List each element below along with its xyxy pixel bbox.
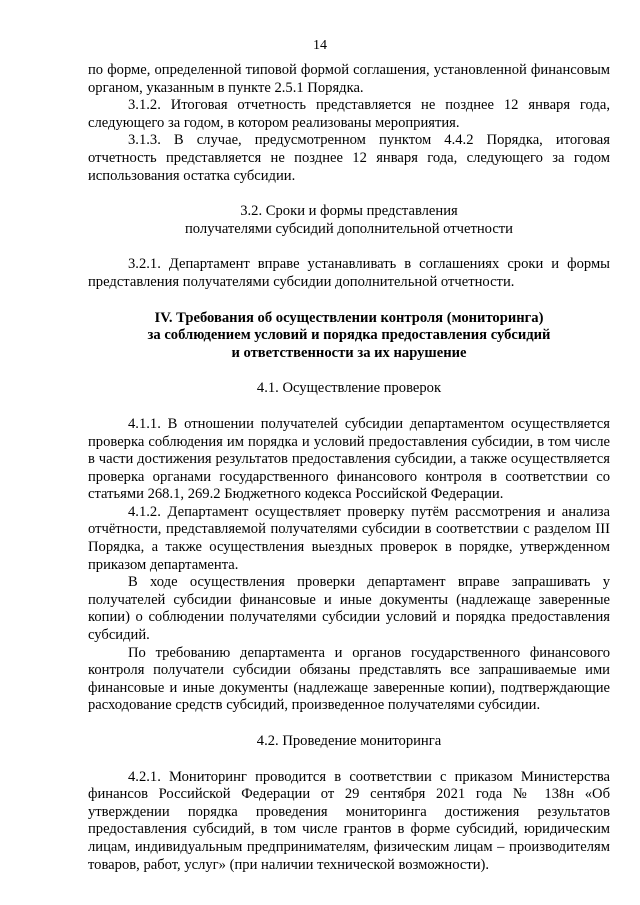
paragraph-4-1-2: 4.1.2. Департамент осуществляет проверку путём рассмотрения и анализа отчётности, представляемой получателями субсидии в соответствии с разделом III Порядка, а также осуществления выездных проверок в порядке, утвержденном приказом департамента. [88,503,610,573]
paragraph-4-1-1: 4.1.1. В отношении получателей субсидии департаментом осуществляется проверка соблюдения им порядка и условий предоставления субсидии, в том числе в части достижения результатов предоставления субсидии, а также осуществляется проверка органами государственного финансового контроля в соответствии со статьями 268.1, 269.2 Бюджетного кодекса Российской Федерации. [88,415,610,503]
paragraph-inspection-requests: В ходе осуществления проверки департамент вправе запрашивать у получателей субсидии финансовые и иные документы (надлежаще заверенные копии) о соблюдении получателями субсидии условий и порядка предоставления субсидий. [88,574,610,644]
paragraph-4-2-1: 4.2.1. Мониторинг проводится в соответствии с приказом Министерства финансов Российской Федерации от 29 сентября 2021 года № 138н «Об утверждении порядка проведения мониторинга достижения результатов предоставления субсидий, в том числе грантов в форме субсидий, юридическим лицам, индивидуальным предпринимателям, физическим лицам – производителям товаров, работ, услуг» (при наличии технической возможности). [88,768,610,873]
paragraph-3-1-2: 3.1.2. Итоговая отчетность представляется не позднее 12 января года, следующего за годом, в котором реализованы мероприятия. [88,97,610,131]
section-iv-title-line3: и ответственности за их нарушение [231,344,467,361]
section-iv-title-line1: IV. Требования об осуществлении контроля (мониторинга) [154,309,544,326]
heading-3-2-line2: получателями субсидий дополнительной отчетности [185,220,513,237]
paragraph-3-2-1: 3.2.1. Департамент вправе устанавливать в соглашениях сроки и формы представления получателями субсидии дополнительной отчетности. [88,256,610,290]
paragraph-document-obligation: По требованию департамента и органов государственного финансового контроля получатели субсидии обязаны представлять все запрашиваемые ими финансовые и иные документы (надлежаще заверенные копии), подтверждающие расходование средств субсидий, произведенное получателями субсидии. [88,644,610,714]
heading-4-2: 4.2. Проведение мониторинга [256,733,442,749]
page-number: 14 [313,38,327,53]
paragraph-continuation: по форме, определенной типовой формой соглашения, установленной финансовым органом, указанным в пункте 2.5.1 Порядка. [88,62,610,96]
heading-3-2-line1: 3.2. Сроки и формы представления [240,203,458,220]
paragraph-3-1-3: 3.1.3. В случае, предусмотренном пунктом 4.4.2 Порядка, итоговая отчетность представляется не позднее 12 января года, следующего за годом использования остатка субсидии. [88,132,610,184]
document-body [88,62,610,874]
section-iv-title-line2: за соблюдением условий и порядка предоставления субсидий [147,327,551,344]
heading-4-1: 4.1. Осуществление проверок [256,380,442,397]
